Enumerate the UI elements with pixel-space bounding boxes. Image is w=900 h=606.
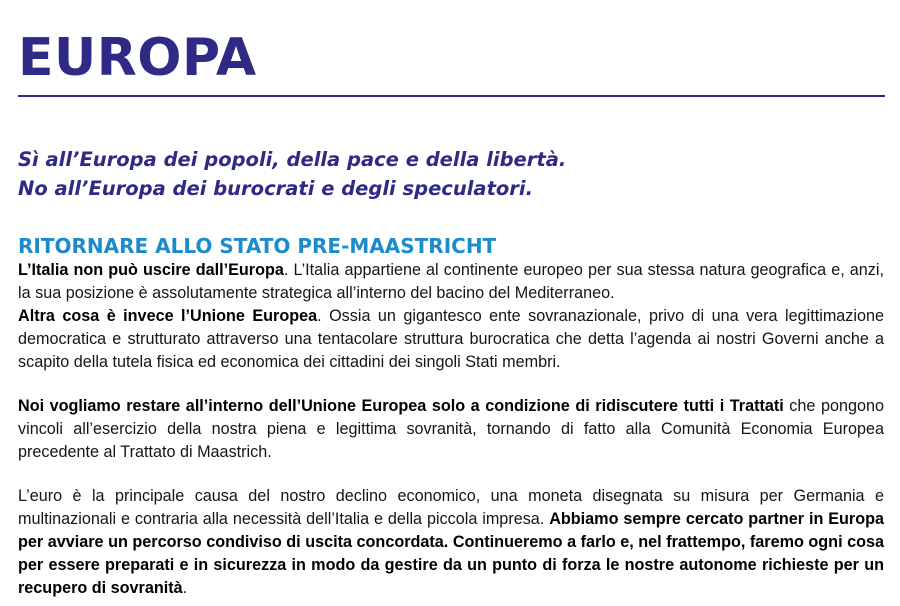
paragraph-eu-text: . Ossia un gigantesco ente sovranazionale, privo di una vera legittimazione democratica e strutturato attraverso una tentacolare struttura burocratica che detta l’agenda ai nostri Governi anche a scapito della tutela fisica ed economica dei cittadini dei singoli Stati membri. — [18, 307, 885, 371]
paragraph-eu — [18, 305, 884, 374]
paragraph-euro-bold: Abbiamo sempre cercato partner in Europa per avviare un percorso condiviso di uscita concordata. Continueremo a farlo e, nel frattempo, faremo ogni cosa per essere preparati e in sicurezza in modo da gestire da un punto di forza le nostre autonome richieste per un recupero di sovranità — [18, 510, 884, 597]
paragraph-italy-text: . L’Italia appartiene al continente europeo per sua stessa natura geografica e, anzi, la sua posizione è assolutamente strategica all’interno del bacino del Mediterraneo. — [18, 261, 884, 302]
document-page — [18, 0, 885, 606]
paragraph-treaties-bold: Noi vogliamo restare all’interno dell’Unione Europea solo a condizione di ridiscutere tutti i Trattati — [18, 397, 784, 415]
slogan-line-2: No all’Europa dei burocrati e degli speculatori. — [18, 177, 534, 200]
paragraph-euro-text: L’euro è la principale causa del nostro declino economico, una moneta disegnata su misura per Germania e multinazionali e contraria alla necessità dell’Italia e della piccola impresa. — [18, 487, 884, 528]
paragraph-treaties-text: che pongono vincoli all’esercizio della nostra piena e legittima sovranità, tornando di fatto alla Comunità Economia Europea precedente al Trattato di Maastrich. — [18, 397, 884, 461]
paragraph-italy-bold: L’Italia non può uscire dall’Europa — [18, 261, 284, 279]
paragraph-euro — [18, 485, 884, 600]
body-text — [18, 259, 884, 600]
slogan-line-1: Sì all’Europa dei popoli, della pace e della libertà. — [18, 148, 567, 171]
page-title: EUROPA — [18, 28, 257, 88]
paragraph-eu-bold: Altra cosa è invece l’Unione Europea — [18, 307, 318, 325]
section-heading: RITORNARE ALLO STATO PRE-MAASTRICHT — [18, 234, 497, 258]
paragraph-italy — [18, 259, 884, 305]
paragraph-treaties — [18, 395, 884, 464]
title-underline — [18, 95, 885, 97]
paragraph-euro-end: . — [182, 579, 188, 597]
slogan — [18, 145, 566, 203]
